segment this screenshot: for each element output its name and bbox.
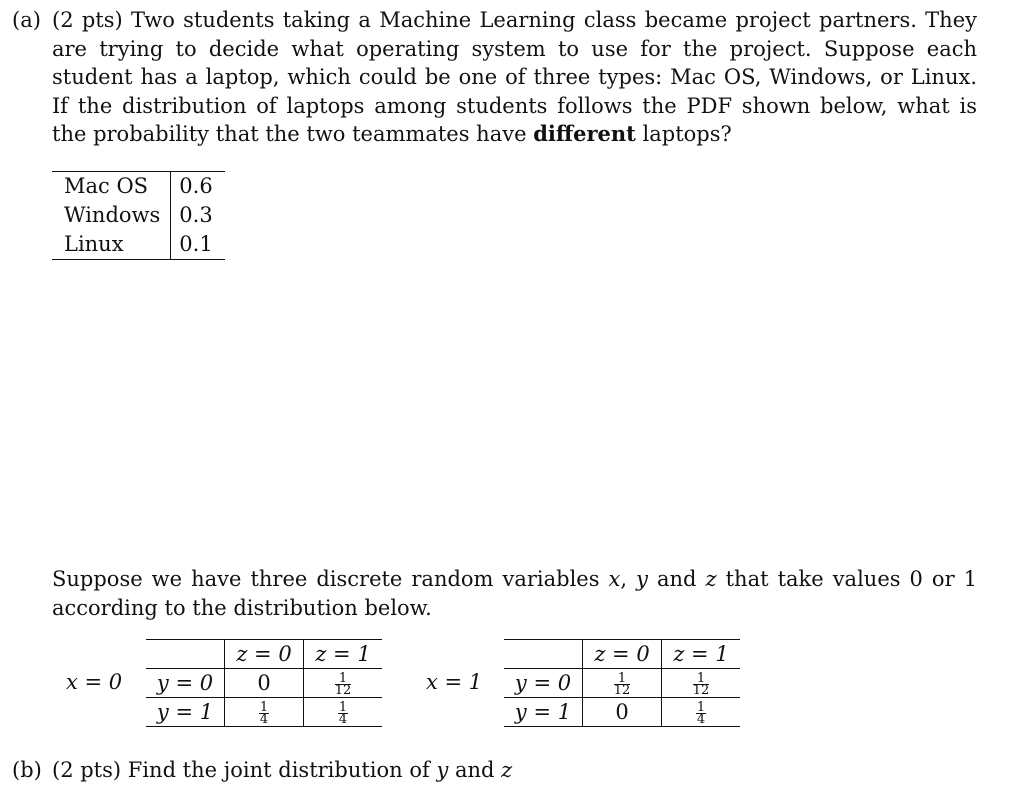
part-a-label: (a)	[12, 8, 41, 32]
os-name: Windows	[64, 203, 161, 227]
cell	[662, 698, 741, 727]
os-prob: 0.3	[171, 201, 225, 230]
fraction: $\frac{1}{12}$	[334, 670, 352, 698]
table-row	[146, 698, 382, 727]
table-row	[52, 230, 225, 260]
cell-value: 0	[615, 700, 629, 724]
part-b-label: (b)	[12, 758, 42, 782]
row-header: y = 0	[504, 669, 583, 698]
table-row	[504, 698, 740, 727]
var-y: y	[436, 758, 449, 782]
joint-table-x1	[504, 639, 740, 727]
part-a-text-1: (2 pts) Two students taking a Machine Learning class became project partners. They are trying to decide what operating system to use for the project. Suppose each student has a laptop, which could be one of three types: Mac OS, Windows, or Linux. If the distribution of laptops among students follows the PDF shown below, what is the probability that the two teammates have	[52, 8, 977, 146]
intro-text: Suppose we have three discrete random variables	[52, 567, 609, 591]
joint-table-x0	[146, 639, 382, 727]
col-header: z = 1	[304, 640, 383, 669]
col-header: z = 1	[662, 640, 741, 669]
part-a-text-2: laptops?	[635, 122, 732, 146]
table-row	[504, 669, 740, 698]
os-name: Linux	[52, 230, 171, 260]
var-y: y	[636, 567, 648, 591]
row-header: y = 1	[146, 698, 225, 727]
cell	[662, 669, 741, 698]
os-name: Mac OS	[52, 172, 171, 202]
cell	[304, 669, 383, 698]
fraction: $\frac{1}{4}$	[338, 699, 348, 727]
var-x: x	[608, 567, 621, 591]
var-z: z	[705, 567, 717, 591]
intro-text: ,	[620, 567, 637, 591]
fraction: $\frac{1}{4}$	[259, 699, 269, 727]
fraction: $\frac{1}{12}$	[613, 670, 631, 698]
row-header: y = 1	[504, 698, 583, 727]
row-header: y = 0	[146, 669, 225, 698]
cell	[583, 698, 662, 727]
part-b-text: and	[448, 758, 502, 782]
var-z: z	[501, 758, 513, 782]
fraction: $\frac{1}{4}$	[696, 699, 706, 727]
os-prob: 0.1	[171, 230, 225, 260]
fraction: $\frac{1}{12}$	[692, 670, 710, 698]
laptop-pdf-table	[52, 171, 225, 260]
cell	[583, 669, 662, 698]
x1-label: x = 1	[426, 670, 483, 694]
table-row	[52, 201, 225, 230]
os-prob: 0.6	[171, 172, 225, 202]
col-header: z = 0	[225, 640, 304, 669]
intro-text: and	[647, 567, 706, 591]
cell	[225, 669, 304, 698]
cell	[304, 698, 383, 727]
part-a-question	[52, 6, 977, 149]
intro-paragraph	[52, 565, 977, 622]
cell-value: 0	[257, 671, 271, 695]
x0-label: x = 0	[66, 670, 123, 694]
table-row	[146, 669, 382, 698]
part-b-question	[52, 756, 512, 785]
intro-text: that take values 0 or 1 according to the distribution below.	[52, 567, 977, 620]
part-b-text: (2 pts) Find the joint distribution of	[52, 758, 437, 782]
table-row	[52, 172, 225, 202]
cell	[225, 698, 304, 727]
col-header: z = 0	[583, 640, 662, 669]
part-a-bold: different	[533, 121, 636, 146]
